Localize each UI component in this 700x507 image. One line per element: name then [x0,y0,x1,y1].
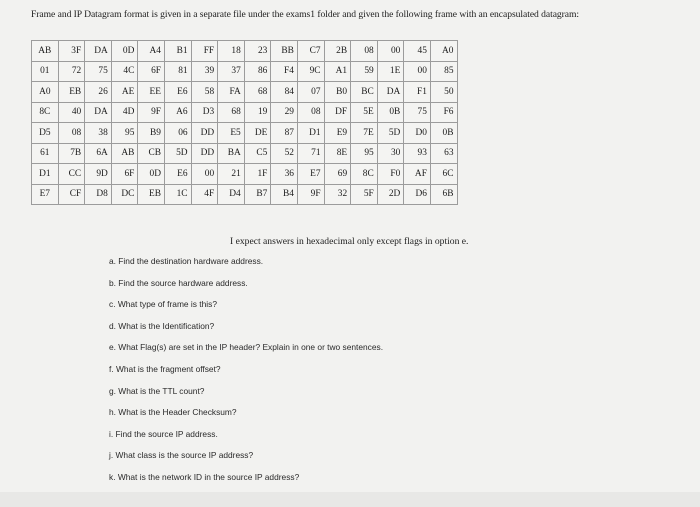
hex-cell: E6 [164,164,191,185]
hex-cell: 68 [218,102,245,123]
hex-cell: AB [32,41,59,62]
hex-cell: DE [244,123,271,144]
hex-cell: 69 [324,164,351,185]
hex-cell: C5 [244,143,271,164]
hex-cell: 7B [58,143,85,164]
hex-cell: B9 [138,123,165,144]
hex-cell: EE [138,82,165,103]
question-item: b. Find the source hardware address. [109,277,248,288]
hex-cell: BB [271,41,298,62]
hex-cell: B1 [164,41,191,62]
hex-cell: 01 [32,61,59,82]
hex-cell: 2D [377,184,404,205]
page-bottom-edge [0,492,700,507]
hex-cell: F4 [271,61,298,82]
question-item: e. What Flag(s) are set in the IP header? Explain in one or two sentences. [109,342,384,353]
hex-row [32,41,458,62]
hex-cell: 6A [85,143,112,164]
hex-cell: DF [324,102,351,123]
hex-cell: 39 [191,61,218,82]
hex-cell: 0B [377,102,404,123]
hex-cell: B0 [324,82,351,103]
hex-cell: CC [58,164,85,185]
hex-cell: A0 [430,41,457,62]
hex-cell: 08 [297,102,324,123]
hex-cell: CB [138,143,165,164]
answer-format-note: I expect answers in hexadecimal only except flags in option e. [230,236,469,247]
hex-cell: FA [218,82,245,103]
question-item: g. What is the TTL count? [109,385,205,396]
hex-cell: E9 [324,123,351,144]
hex-row [32,143,458,164]
hex-cell: 50 [430,82,457,103]
hex-cell: AB [111,143,138,164]
hex-cell: 3F [58,41,85,62]
hex-cell: 4D [111,102,138,123]
hex-cell: D5 [32,123,59,144]
question-item: a. Find the destination hardware address. [109,256,264,266]
hex-cell: 95 [351,143,378,164]
hex-cell: D1 [297,123,324,144]
hex-cell: 87 [271,123,298,144]
hex-cell: 2B [324,41,351,62]
hex-cell: 26 [85,82,112,103]
hex-cell: CF [58,184,85,205]
hex-cell: 1C [164,184,191,205]
hex-cell: 38 [85,123,112,144]
hex-cell: 32 [324,184,351,205]
hex-cell: B7 [244,184,271,205]
hex-cell: 19 [244,102,271,123]
hex-cell: E6 [164,82,191,103]
hex-cell: 71 [297,143,324,164]
hex-cell: 6C [430,164,457,185]
hex-frame-table [31,40,458,205]
question-item: j. What class is the source IP address? [109,450,254,461]
hex-cell: 5D [164,143,191,164]
hex-cell: E5 [218,123,245,144]
hex-cell: 37 [218,61,245,82]
hex-cell: D0 [404,123,431,144]
hex-cell: EB [58,82,85,103]
hex-cell: 59 [351,61,378,82]
hex-cell: 75 [404,102,431,123]
hex-cell: DC [111,184,138,205]
question-item: d. What is the Identification? [109,320,215,331]
question-item: i. Find the source IP address. [109,428,218,439]
hex-row [32,82,458,103]
hex-cell: 18 [218,41,245,62]
hex-cell: DD [191,143,218,164]
hex-cell: 1F [244,164,271,185]
hex-cell: 45 [404,41,431,62]
hex-cell: 8E [324,143,351,164]
intro-text: Frame and IP Datagram format is given in a separate file under the exams1 folder and given the following frame with an encapsulated datagram: [31,9,580,20]
hex-row [32,164,458,185]
hex-cell: EB [138,184,165,205]
hex-cell: 0D [138,164,165,185]
hex-cell: 0D [111,41,138,62]
hex-cell: 29 [271,102,298,123]
hex-cell: DA [377,82,404,103]
hex-cell: 21 [218,164,245,185]
hex-row [32,61,458,82]
question-item: k. What is the network ID in the source IP address? [109,471,300,482]
hex-cell: BA [218,143,245,164]
hex-row [32,184,458,205]
hex-row [32,123,458,144]
hex-cell: 95 [111,123,138,144]
hex-cell: 07 [297,82,324,103]
hex-cell: F0 [377,164,404,185]
hex-cell: 6B [430,184,457,205]
hex-cell: 5E [351,102,378,123]
hex-cell: 58 [191,82,218,103]
hex-cell: 23 [244,41,271,62]
hex-cell: A0 [32,82,59,103]
hex-cell: 9D [85,164,112,185]
hex-cell: D4 [218,184,245,205]
hex-cell: B4 [271,184,298,205]
hex-cell: 00 [404,61,431,82]
hex-cell: 1E [377,61,404,82]
hex-cell: 9C [297,61,324,82]
hex-cell: 85 [430,61,457,82]
hex-cell: A4 [138,41,165,62]
hex-cell: 5F [351,184,378,205]
hex-cell: D3 [191,102,218,123]
hex-cell: AF [404,164,431,185]
hex-cell: DD [191,123,218,144]
hex-cell: 52 [271,143,298,164]
hex-cell: 06 [164,123,191,144]
hex-row [32,102,458,123]
question-item: h. What is the Header Checksum? [109,407,237,418]
hex-cell: 0B [430,123,457,144]
hex-cell: 4F [191,184,218,205]
hex-cell: F1 [404,82,431,103]
hex-cell: E7 [297,164,324,185]
hex-cell: 61 [32,143,59,164]
hex-cell: C7 [297,41,324,62]
hex-cell: 93 [404,143,431,164]
hex-cell: 86 [244,61,271,82]
hex-cell: 63 [430,143,457,164]
hex-cell: 81 [164,61,191,82]
hex-cell: 00 [191,164,218,185]
hex-cell: 08 [58,123,85,144]
hex-cell: 8C [32,102,59,123]
hex-cell: 00 [377,41,404,62]
hex-cell: 6F [111,164,138,185]
hex-cell: 75 [85,61,112,82]
hex-cell: 8C [351,164,378,185]
hex-cell: 5D [377,123,404,144]
hex-cell: D6 [404,184,431,205]
hex-cell: A6 [164,102,191,123]
hex-cell: A1 [324,61,351,82]
hex-cell: F6 [430,102,457,123]
hex-cell: 9F [138,102,165,123]
hex-cell: 7E [351,123,378,144]
hex-cell: 4C [111,61,138,82]
hex-cell: AE [111,82,138,103]
question-item: f. What is the fragment offset? [109,363,221,374]
hex-cell: 72 [58,61,85,82]
hex-cell: E7 [32,184,59,205]
hex-cell: 84 [271,82,298,103]
hex-cell: 08 [351,41,378,62]
hex-cell: BC [351,82,378,103]
hex-cell: 30 [377,143,404,164]
question-item: c. What type of frame is this? [109,299,217,310]
question-list [109,256,383,494]
hex-cell: D8 [85,184,112,205]
hex-cell: 36 [271,164,298,185]
hex-cell: 6F [138,61,165,82]
hex-cell: 40 [58,102,85,123]
hex-cell: FF [191,41,218,62]
hex-cell: 9F [297,184,324,205]
hex-cell: DA [85,41,112,62]
hex-cell: DA [85,102,112,123]
hex-cell: 68 [244,82,271,103]
hex-cell: D1 [32,164,59,185]
